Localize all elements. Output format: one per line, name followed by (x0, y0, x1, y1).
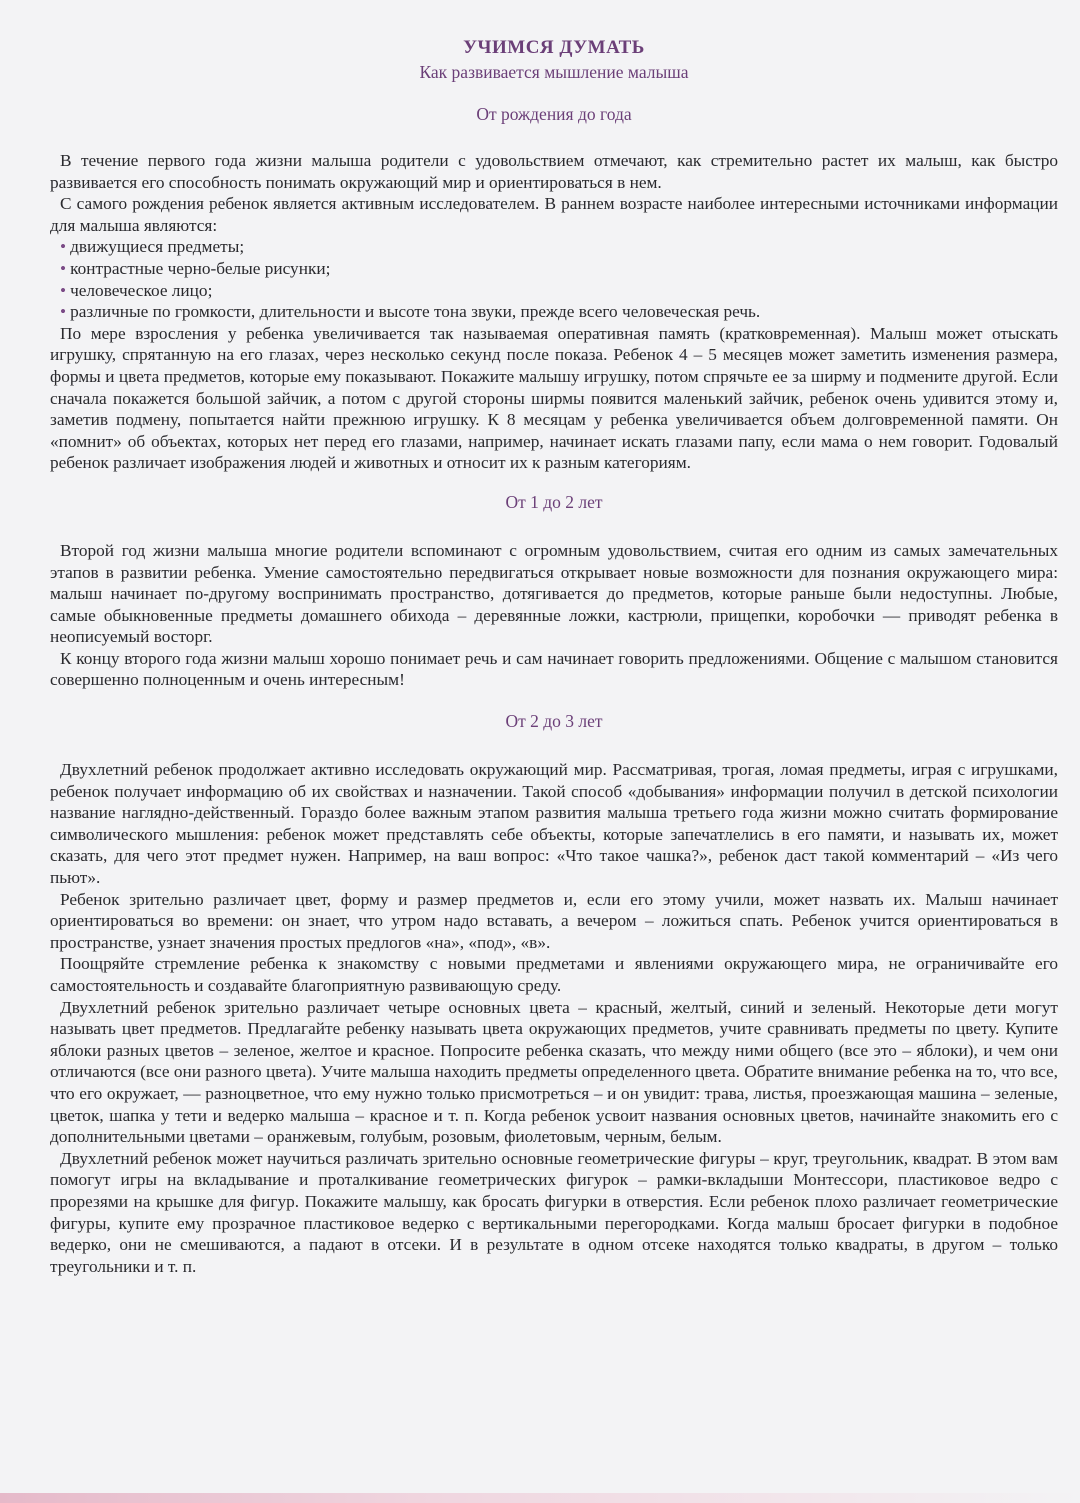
paragraph: Второй год жизни малыша многие родители вспоминают с огромным удовольствием, считая его одним из самых замечательных этапов в развитии ребенка. Умение самостоятельно передвигаться открывает новые возможности для познания окружающего мира: малыш начинает по-другому воспринимать пространство, дотягивается до предметов, которые раньше были недоступны. Любые, самые обыкновенные предметы домашнего обихода – деревянные ложки, кастрюли, прищепки, коробочки — приводят ребенка в неописуемый восторг. (50, 540, 1058, 647)
bullet-icon: • (60, 237, 67, 257)
bullet-icon: • (60, 258, 67, 278)
paragraph: Двухлетний ребенок продолжает активно исследовать окружающий мир. Рассматривая, трогая, ломая предметы, играя с игрушками, ребенок получает информацию об их свойствах и назначении. Такой способ «добывания» информации получил в детской психологии название наглядно-действенный. Гораздо более важным этапом развития малыша третьего года жизни можно считать формирование символического мышления: ребенок может представлять себе объекты, которые запечатлелись в его памяти, и называть их, может сказать, для чего этот предмет нужен. Например, на ваш вопрос: «Что такое чашка?», ребенок даст такой комментарий – «Из чего пьют». (50, 760, 1058, 888)
paragraph: Двухлетний ребенок зрительно различает четыре основных цвета – красный, желтый, синий и зеленый. Некоторые дети могут называть цвет предметов. Предлагайте ребенку называть цвета окружающих предметов, учите сравнивать предметы по цвету. Купите яблоки разных цветов – зеленое, желтое и красное. Попросите ребенка сказать, что между ними общего (все это – яблоки), и чем они отличаются (все они разного цвета). Учите малыша находить предметы определенного цвета. Обратите внимание ребенка на то, что все, что его окружает, — разноцветное, что ему нужно только присмотреться – и он увидит: трава, листья, проезжающая машина – зеленые, цветок, шапка у тети и ведерко малыша – красное и т. п. Когда ребенок усвоит названия основных цветов, начинайте знакомить его с дополнительными цветами – оранжевым, голубым, розовым, фиолетовым, черным, белым. (50, 997, 1058, 1147)
section-heading-2-3: От 2 до 3 лет (505, 711, 603, 732)
paragraph: С самого рождения ребенок является активным исследователем. В раннем возрасте наиболее интересными источниками информации для малыша являются: (50, 194, 1058, 235)
section-heading-1-2: От 1 до 2 лет (505, 491, 603, 512)
bullet-icon: • (60, 280, 67, 300)
page-title: УЧИМСЯ ДУМАТЬ (463, 37, 645, 58)
paragraph: Ребенок зрительно различает цвет, форму и размер предметов и, если его этому учили, может назвать их. Малыш начинает ориентироваться во времени: он знает, что утром надо вставать, а вечером – ложиться спать. Ребенок учится ориентироваться в пространстве, узнает значения простых предлогов «на», «под», «в». (50, 889, 1058, 952)
paragraph: В течение первого года жизни малыша родители с удовольствием отмечают, как стремительно растет их малыш, как быстро развивается его способность понимать окружающий мир и ориентироваться в нем. (50, 151, 1058, 192)
paragraph: Поощряйте стремление ребенка к знакомству с новыми предметами и явлениями окружающего мира, не ограничивайте его самостоятельность и создавайте благоприятную развивающую среду. (50, 954, 1058, 995)
section-heading-birth: От рождения до года (476, 104, 632, 124)
bullet-icon: • (60, 302, 67, 322)
list-item: • человеческое лицо; (60, 280, 213, 300)
list-item: • движущиеся предметы; (60, 237, 245, 257)
bullet-list (50, 236, 1058, 322)
paragraph: К концу второго года жизни малыш хорошо понимает речь и сам начинает говорить предложениями. Общение с малышом становится совершенно полноценным и очень интересным! (50, 648, 1058, 690)
paragraph: По мере взросления у ребенка увеличивается так называемая оперативная память (кратковременная). Малыш может отыскать игрушку, спрятанную на его глазах, через несколько секунд после показа. Ребенок 4 – 5 месяцев может заметить изменения размера, формы и цвета предметов, которые ему показывают. Покажите малышу игрушку, потом спрячьте ее за ширму и подмените другой. Если сначала покажется большой зайчик, а потом с другой стороны ширмы появится маленький зайчик, ребенок очень удивится этому и, заметив подмену, попытается найти прежнюю игрушку. К 8 месяцам у ребенка увеличивается объем долговременной памяти. Он «помнит» об объектах, которых нет перед его глазами, например, начинает искать глазами папу, если мама о нем говорит. Годовалый ребенок различает изображения людей и животных и относит их к разным категориям. (50, 323, 1058, 473)
list-item: • контрастные черно-белые рисунки; (60, 258, 331, 278)
page-bottom-edge (0, 1493, 1080, 1503)
page-subtitle: Как развивается мышление малыша (419, 62, 689, 82)
paragraph: Двухлетний ребенок может научиться различать зрительно основные геометрические фигуры – круг, треугольник, квадрат. В этом вам помогут игры на вкладывание и проталкивание геометрических фигурок – рамки-вкладыши Монтессори, пластиковое ведро с прорезями на крышке для фигур. Покажите малышу, как бросать фигурки в отверстия. Если ребенок плохо различает геометрические фигуры, купите ему прозрачное пластиковое ведерко с вертикальными перегородками. Когда малыш бросает фигурки в подобное ведерко, они не смешиваются, а падают в отсеки. И в результате в одном отсеке находятся только квадраты, в другом – только треугольники и т. п. (50, 1148, 1058, 1276)
list-item: • различные по громкости, длительности и высоте тона звуки, прежде всего человеческая речь. (60, 302, 761, 322)
